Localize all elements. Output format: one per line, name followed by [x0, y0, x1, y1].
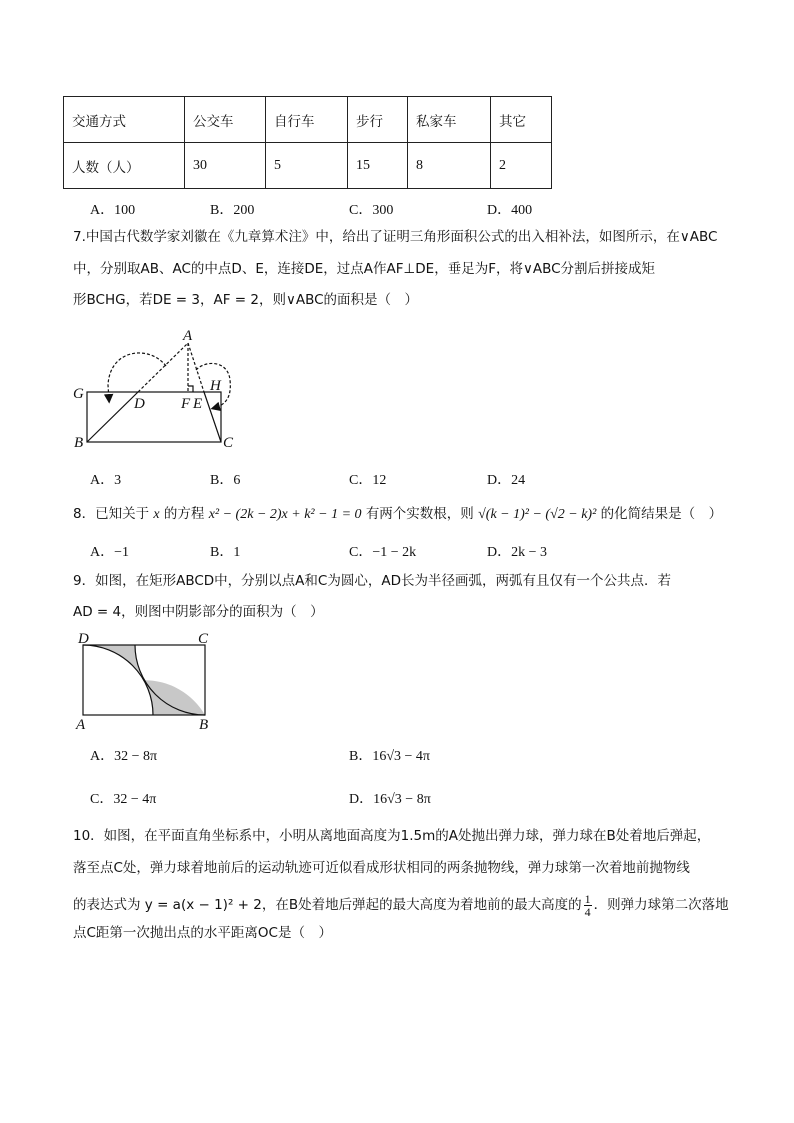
- table-cell: 30: [185, 143, 266, 189]
- q8-expression: √(k − 1)² − (√2 − k)²: [478, 507, 597, 522]
- q9-line-2: AD = 4，则图中阴影部分的面积为（ ）: [73, 604, 324, 620]
- q6-option-d: D．400: [487, 203, 533, 218]
- q7-figure: [73, 328, 234, 451]
- q6-option-b: B．200: [210, 203, 255, 218]
- table-cell: 15: [348, 143, 408, 189]
- q9-option-c: C．32 − 4π: [90, 792, 157, 807]
- q8-option-a: A．−1: [90, 545, 130, 560]
- q8-option-b: B．1: [210, 545, 241, 560]
- label-c: C: [223, 435, 234, 451]
- table-cell: 5: [266, 143, 348, 189]
- segment-bd: [87, 392, 138, 442]
- q8-option-d: D．2k − 3: [487, 545, 548, 560]
- table-cell: 2: [491, 143, 552, 189]
- q9-option-a: A．32 − 8π: [90, 749, 158, 764]
- table-cell: 步行: [348, 97, 408, 143]
- label-b: B: [74, 435, 84, 451]
- q7-option-d: D．24: [487, 473, 526, 488]
- segment-ec: [204, 392, 221, 442]
- q9-option-b: B．16√3 − 4π: [349, 749, 430, 764]
- label-d: D: [134, 396, 145, 412]
- fraction-one-quarter: [584, 893, 592, 918]
- q10-text: 的表达式为 y = a(x − 1)² + 2，在B处着地后弹起的最大高度为着地前的最大高度的: [73, 897, 582, 913]
- q8-text: 的方程: [163, 506, 205, 522]
- label-c: C: [198, 631, 209, 647]
- q7-line-2: 中，分别取AB、AC的中点D、E，连接DE，过点A作AF⊥DE，垂足为F，将∨ABC分割后拼接成矩: [73, 261, 656, 277]
- segment-ae: [188, 343, 204, 392]
- label-e: E: [193, 396, 203, 412]
- label-d: D: [78, 631, 89, 647]
- fraction-denominator: 4: [584, 904, 591, 919]
- q7-line-1: 7.中国古代数学家刘徽在《九章算术注》中，给出了证明三角形面积公式的出入相补法，如图所示，在∨ABC: [73, 229, 718, 245]
- table-cell: 公交车: [185, 97, 266, 143]
- q8-equation: x² − (2k − 2)x + k² − 1 = 0: [208, 507, 362, 522]
- fraction-numerator: 1: [584, 891, 591, 906]
- q8-text: 有两个实数根，则: [365, 506, 474, 522]
- q10-line-1: 10．如图，在平面直角坐标系中，小明从离地面高度为1.5m的A处抛出弹力球，弹力球在B处着地后弹起，: [73, 828, 711, 844]
- table-cell: 人数（人）: [64, 143, 185, 189]
- label-h: H: [210, 378, 221, 394]
- q8-text: 8．已知关于: [73, 506, 150, 522]
- label-f: F: [181, 396, 191, 412]
- q7-option-c: C．12: [349, 473, 387, 488]
- table-cell: 交通方式: [64, 97, 185, 143]
- q10-line-4: 点C距第一次抛出点的水平距离OC是（ ）: [73, 925, 332, 941]
- label-a: A: [76, 717, 86, 733]
- q8-option-c: C．−1 − 2k: [349, 545, 417, 560]
- right-angle-mark: [188, 386, 193, 392]
- q8-text: 的化简结果是（ ）: [600, 506, 723, 522]
- q7-option-b: B．6: [210, 473, 241, 488]
- q9-line-1: 9．如图，在矩形ABCD中，分别以点A和C为圆心，AD长为半径画弧，两弧有且仅有一个公共点．若: [73, 573, 671, 589]
- q6-option-a: A．100: [90, 203, 136, 218]
- q9-option-d: D．16√3 − 8π: [349, 792, 431, 807]
- table-cell: 自行车: [266, 97, 348, 143]
- q6-option-c: C．300: [349, 203, 394, 218]
- q10-line-3: [73, 890, 729, 920]
- q8-variable: x: [153, 507, 160, 522]
- segment-da: [138, 343, 188, 392]
- arc-center-a: [83, 645, 153, 715]
- q8-stem: [73, 504, 722, 525]
- table-cell: 8: [408, 143, 491, 189]
- q7-option-a: A．3: [90, 473, 122, 488]
- label-g: G: [73, 386, 84, 402]
- q10-line-2: 落至点C处，弹力球着地前后的运动轨迹可近似看成形状相同的两条抛物线，弹力球第一次着地前抛物线: [73, 860, 690, 876]
- label-b: B: [199, 717, 209, 733]
- label-a: A: [183, 328, 193, 344]
- q10-text: ．则弹力球第二次落地: [593, 897, 729, 913]
- table-cell: 私家车: [408, 97, 491, 143]
- q9-figure: [75, 631, 209, 733]
- table-cell: 其它: [491, 97, 552, 143]
- q7-line-3: 形BCHG，若DE = 3，AF = 2，则∨ABC的面积是（ ）: [73, 292, 419, 308]
